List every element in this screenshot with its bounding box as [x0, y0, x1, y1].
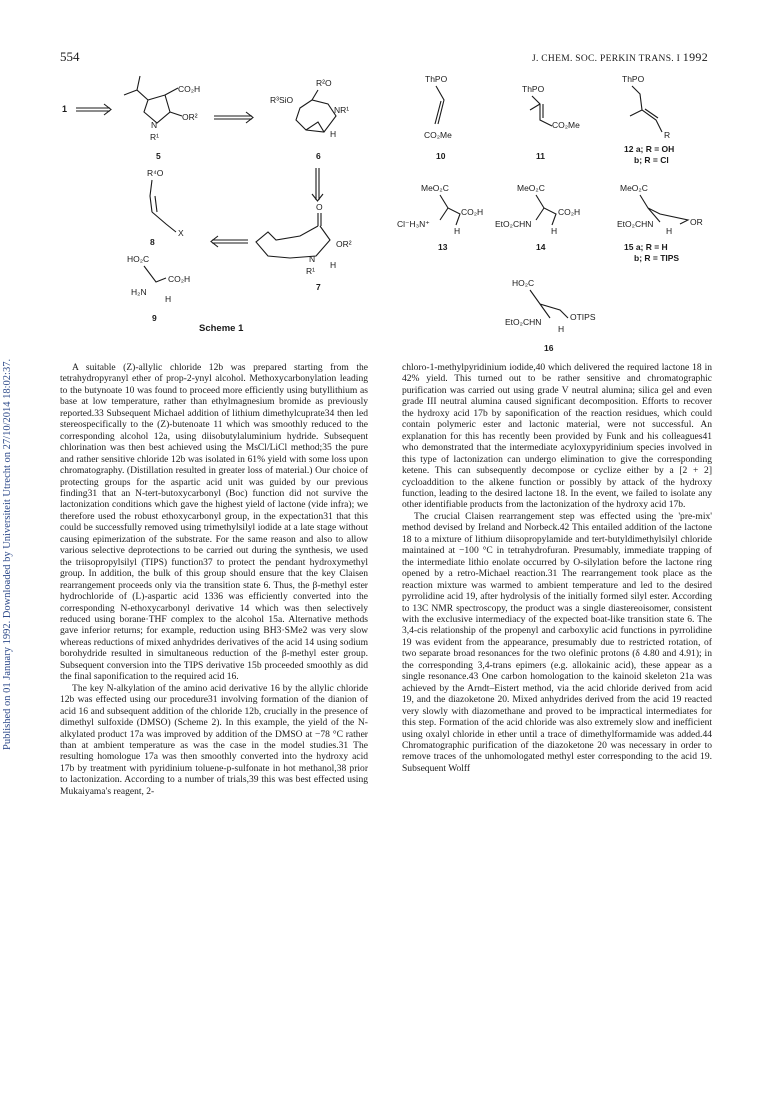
group-meo2c-15: MeO₂C: [620, 183, 648, 193]
group-thpo-12: ThPO: [622, 74, 645, 84]
structure-9: [127, 254, 190, 323]
group-ho2c-9: HO₂C: [127, 254, 150, 264]
structure-16: [505, 278, 596, 353]
group-co2h-14: CO₂H: [558, 207, 581, 217]
group-co2h-13: CO₂H: [461, 207, 484, 217]
right-column: [402, 362, 712, 774]
group-r1-5: R¹: [150, 132, 159, 142]
paragraph-right-1: chloro-1-methylpyridinium iodide,40 which delivered the required lactone 18 in 42% yield. This turned out to be rather sensitive and chromatographic purification was carried out using grade V neutral alumina; silica gel and even grade III neutral alumina caused significant decomposition. Efforts to recover the hydroxy acid 17b by saponification of the reaction residues, which could contain polymeric ester and lactonic material, were not successful. An explanation for this has recently been provided by Funk and his colleagues41 who demonstrated that the intermediate acyloxypyridinium species involved in this type of lactonization can undergo elimination to give the corresponding ketene. This can subsequently decompose or cyclize either by a [2 + 2] cycloaddition to the alkene function or possibly by attack of the hydroxy function, leading to the desired lactone 18. In the event, we failed to isolate any other identifiable products from the lactonization of the hydroxy acid 17b.: [402, 362, 712, 511]
compound-label-8: 8: [150, 237, 155, 247]
compound-label-10: 10: [436, 151, 446, 161]
structure-6: [270, 78, 349, 161]
group-thpo-10: ThPO: [425, 74, 448, 84]
compound-label-1: 1: [62, 104, 68, 114]
compound-label-14: 14: [536, 242, 546, 252]
paragraph-left-2: The key N-alkylation of the amino acid derivative 16 by the allylic chloride 12b was effected using our procedure31 involving formation of the dianion of acid 16 and subsequent addition of the chloride 12b, crucially in the presence of dimethyl sulfoxide (DMSO) (Scheme 2). In this example, the yield of the N-alkylated product 17a was improved by addition of the DMSO at −78 °C rather than at ambient temperature as was the case in the model studies.31 The resulting homologue 17a was then smoothly converted into the hydroxy acid 17b by treatment with pyridinium toluene-p-sulfonate in hot methanol,38 prior to lactonization. According to a number of trials,39 this was best effected using Mukaiyama's reagent, 2-: [60, 682, 368, 797]
group-nr1-6: NR¹: [334, 105, 350, 115]
group-eto2chn-15: EtO₂CHN: [617, 219, 654, 229]
n-atom-7: N: [309, 254, 316, 264]
journal-year: 1992: [682, 50, 708, 64]
compound-label-12b: b; R = Cl: [634, 155, 669, 165]
compound-label-7: 7: [316, 282, 321, 292]
h-atom-6: H: [330, 129, 337, 139]
n-atom-5: N: [151, 120, 158, 130]
arrow-5-to-6: [214, 112, 253, 123]
h-atom-13: H: [454, 226, 461, 236]
paragraph-left-1: A suitable (Z)-allylic chloride 12b was prepared starting from the tetrahydropyranyl ether of prop-2-ynyl alcohol. Methoxycarbonylation leading to the butynoate 10 was found to proceed more efficiently using butyllithium as base at low temperature, rather than ethylmagnesium bromide as previously reported.33 Subsequent Michael addition of lithium dimethylcuprate34 then led stereospecifically to the (Z)-butenoate 11 which was smoothly reduced to the corresponding alcohol 12a, using diisobutylaluminium hydride. Subsequent chlorination was then best achieved using the MsCl/LiCl method;35 the pure and rather sensitive chloride 12b was isolated in 61% yield with some loss upon chromatography. (Distillation resulted in greater loss of material.) Our choice of protecting groups for the aspartic acid unit was guided by our previous finding31 that an N-tert-butoxycarbonyl (Boc) function did not survive the lactonization conditions which gave the highest yield of lactone (vide infra); we therefore used the robust ethoxycarbonyl group, in the expectation31 that this could be successfully removed using trimethylsilyl iodide at a late stage without causing epimerization of the substrate. For the same reason and also to allow various selective deprotections to be carried out during the synthesis, we used the triisopropylsilyl (TIPS) function37 to protect the pendant hydroxymethyl group. In addition, the bulk of this group should ensure that the key Claisen rearrangement proceeds only via the transition state 6. Thus, the β-methyl ester hydrochloride of (L)-aspartic acid 1336 was efficiently converted into the corresponding N-ethoxycarbonyl derivative 14 which was then selectively reduced using borane·THF complex to the alcohol 15a. Alternative methods gave inferior returns; for example, reduction using BH3·SMe2 was very slow whereas reductions of mixed anhydrides derivatives of the acid 14 using sodium borohydride resulted in simultaneous reduction of the β-methyl ester group. Subsequent conversion into the TIPS derivative 15b proceeded smoothly as did the final saponification to the required acid 16.: [60, 362, 368, 683]
group-thpo-11: ThPO: [522, 84, 545, 94]
structure-15: [617, 183, 703, 263]
h-atom-9: H: [165, 294, 172, 304]
compound-label-15a: 15 a; R = H: [624, 242, 668, 252]
h-atom-14: H: [551, 226, 558, 236]
group-r1-7: R¹: [306, 266, 315, 276]
compound-label-16: 16: [544, 343, 554, 353]
group-co2me-11: CO₂Me: [552, 120, 580, 130]
arrow-7-to-8: [211, 236, 248, 247]
scheme-caption: Scheme 1: [199, 323, 244, 334]
compound-label-6: 6: [316, 151, 321, 161]
structure-14: [495, 183, 580, 252]
compound-label-11: 11: [536, 151, 545, 161]
h-atom-16: H: [558, 324, 565, 334]
structure-12: [622, 74, 674, 165]
publication-notice: Published on 01 January 1992. Downloaded by Universiteit Utrecht on 27/10/2014 18:02:37.: [2, 358, 13, 750]
group-clh3n-13: Cl⁻H₃N⁺: [397, 219, 430, 229]
group-or-15: OR: [690, 217, 703, 227]
group-ho2c-16: HO₂C: [512, 278, 535, 288]
compound-label-15b: b; R = TIPS: [634, 253, 680, 263]
group-eto2chn-14: EtO₂CHN: [495, 219, 532, 229]
group-co2h-5: CO₂H: [178, 84, 201, 94]
group-meo2c-13: MeO₂C: [421, 183, 449, 193]
scheme-1-figure: [0, 0, 768, 362]
structure-5: [124, 76, 200, 161]
page-number: 554: [60, 49, 80, 64]
group-r4o-8: R⁴O: [147, 168, 164, 178]
group-or2-5: OR²: [182, 112, 198, 122]
compound-label-9: 9: [152, 313, 157, 323]
group-r-12: R: [664, 130, 671, 140]
group-co2me-10: CO₂Me: [424, 130, 452, 140]
group-co2h-9: CO₂H: [168, 274, 191, 284]
group-x-8: X: [178, 228, 184, 238]
compound-label-5: 5: [156, 151, 161, 161]
group-h2n-9: H₂N: [131, 287, 147, 297]
o-atom-7: O: [316, 202, 323, 212]
group-otips-16: OTIPS: [570, 312, 596, 322]
structure-7: [256, 202, 352, 292]
group-or2-7: OR²: [336, 239, 352, 249]
structure-10: [424, 74, 452, 161]
journal-name: J. CHEM. SOC. PERKIN TRANS. I: [531, 54, 681, 64]
paragraph-right-2: The crucial Claisen rearrangement step was effected using the 'pre-mix' method devised by Ireland and Norbeck.42 This entailed addition of the lactone 18 to a mixture of lithium diisopropylamide and tert-butyldimethylsilyl chloride maintained at −100 °C in tetrahydrofuran. Presumably, immediate trapping of the intermediate lithio enolate occurred by O-silylation before the lactone ring opened by a retro-Michael reaction.31 The rearrangement took place as the reaction mixture was warmed to ambient temperature and led to the desired pyrrolidine acid 19, after hydrolysis of the initially formed silyl ester. According to 13C NMR spectroscopy, the product was a single diastereoisomer, consistent with the exclusive intermediacy of the expected boat-like transition state 6. The 3,4-cis relationship of the propenyl and carboxylic acid functions in pyrrolidine 19 was evident from the appearance, presumably due to restricted rotation, of two separate broad resonances for the two olefinic protons (δ 4.80 and 4.91); in the corresponding 3,4-trans epimers (e.g. allokainic acid), these appear as a single resonance.43 One carbon homologation to the kainoid skeleton 21a was achieved by the Arndt–Eistert method, via the acid chloride derived from acid 19, and the diazoketone 20. Mixed anhydrides derived from the acid 19 reacted very slowly with diazomethane and proved to be impractical intermediates for this step. Formation of the acid chloride was also extremely slow and inefficient using oxalyl chloride in ether until a trace of dimethylformamide was added.44 Chromatographic purification of the diazoketone 20 was necessary in order to remove traces of the unhomologated methyl ester corresponding to the acid 19. Subsequent Wolff: [402, 510, 712, 774]
group-r3sio-6: R³SiO: [270, 95, 294, 105]
group-eto2chn-16: EtO₂CHN: [505, 317, 542, 327]
group-meo2c-14: MeO₂C: [517, 183, 545, 193]
structure-13: [397, 183, 483, 252]
h-atom-7: H: [330, 260, 337, 270]
compound-label-12a: 12 a; R = OH: [624, 144, 675, 154]
arrow-6-to-7: [312, 168, 323, 201]
structure-8: [147, 168, 184, 247]
h-atom-15: H: [666, 226, 673, 236]
group-r2o-6: R²O: [316, 78, 332, 88]
left-column: [60, 362, 368, 797]
structure-11: [522, 84, 580, 161]
compound-label-13: 13: [438, 242, 448, 252]
compound-1-arrow: [62, 104, 111, 115]
